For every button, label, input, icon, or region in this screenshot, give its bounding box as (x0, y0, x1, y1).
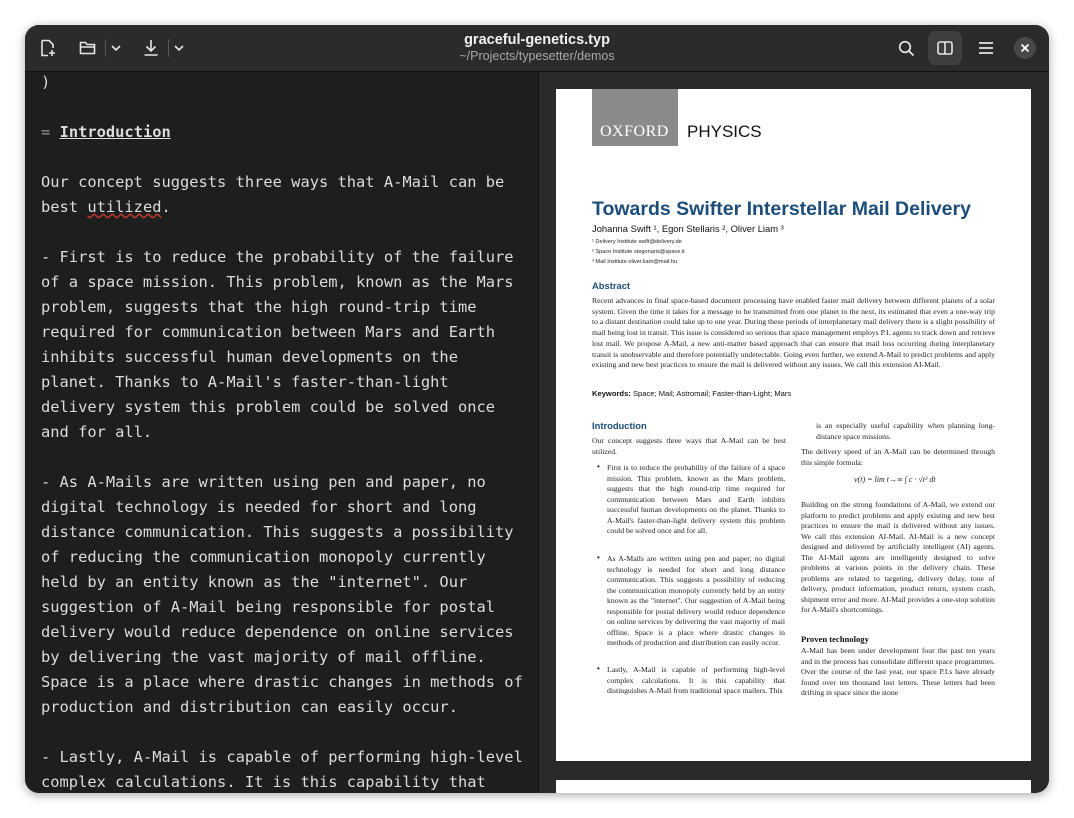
code-text[interactable] (41, 72, 523, 791)
code-span: . (161, 198, 171, 216)
menu-icon[interactable] (973, 34, 999, 62)
code-line: required for communication between Mars and Earth (41, 323, 496, 341)
code-line: suggestion of A-Mail being responsible for postal (41, 598, 496, 616)
code-line: production and distribution can easily occur. (41, 698, 458, 716)
header-bar (25, 25, 1049, 72)
code-line: complex calculations. It is this capability that (41, 773, 486, 791)
code-span: best (41, 198, 88, 216)
affiliation: ² Space Institute stegonaris@space.it (592, 249, 685, 255)
code-line: held by an entity known as the "internet". Our (41, 573, 468, 591)
paper-authors: Johanna Swift ¹, Egon Stellaris ², Oliver Liam ³ (592, 223, 784, 234)
logo-text: OXFORD (600, 123, 669, 140)
code-line: delivery would reduce dependence on online services (41, 623, 514, 641)
window-subtitle-path: ~/Projects/typesetter/demos (459, 49, 615, 63)
code-line: and for all. (41, 423, 153, 441)
abstract-text: Recent advances in final space-based document processing have enabled faster mail delivery between different planets of a solar system. Given the time it takes for a message to be transmitted from one planet to the next, its estimated that even a one-way trip to a distant destination could take up to one year. During these periods of interplanetary mail delivery there is a slight possibility of mail being lost in transit. This issue is considered so serious that space management employs P.I. agents to track down and retrieve lost mail. We propose A-Mail, a new anti-matter based approach that can ensure that mail loss occurring during interplanetary transit is unobservable and therefore potentially undetectable. Going even further, we extend A-Mail to predict problems and apply existing and new best practices to ensure the mail is delivered without any issues. We call this extension AI-Mail. (592, 296, 995, 370)
code-line: - As A-Mails are written using pen and paper, no (41, 473, 486, 491)
code-line: digital technology is needed for short and long (41, 498, 477, 516)
preview-page (556, 89, 1031, 761)
keywords-label: Keywords: (592, 389, 631, 398)
heading-marker: = (41, 123, 51, 141)
ai-mail-text: Building on the strong foundations of A-Mail, we extend our platform to predict problems and apply existing and new best practices to ensure the mail is delivered without any issues. We call this extension AI-Mail. AI-Mail is a new concept designed and delivered by artificially intelligent (AI) agents. The AI-Mail agents are intelligently designed to solve problems at various points in the delivery chain. These problems are related to targeting, delivery delay, tone of delivery, product information, product return, system crash, shipment error and more. AI-Mail provides a one-stop solution for A-Mail's shortcomings. (801, 500, 995, 614)
abstract-heading: Abstract (592, 280, 631, 291)
intro-heading: Introduction (592, 420, 647, 431)
bullet-item: As A-Mails are written using pen and paper, no digital technology is needed for short and long distance communication. This suggests a possibility of reducing the communication monopoly currently held by an entity known as the "internet". Our suggestion of A-Mail being responsible for postal delivery would reduce dependence on online services by delivering the vast majority of mail offline. Space is a place where drastic changes in methods of production and distribution can easily occur. (607, 554, 785, 647)
intro-text: Our concept suggests three ways that A-Mail can be best utilized. (592, 436, 786, 456)
code-line: problem, suggests that the high round-trip time (41, 298, 477, 316)
code-line: ) (41, 73, 51, 91)
source-editor[interactable] (25, 72, 538, 793)
code-line: of reducing the communication monopoly currently (41, 548, 486, 566)
code-line: - Lastly, A-Mail is capable of performing high-level (41, 748, 523, 766)
spellcheck-word: utilized (87, 198, 162, 216)
velocity-formula: v(t) = lim t→∞ ∫ c · √t² dt (854, 475, 936, 484)
heading-text: Introduction (59, 123, 171, 141)
code-line: Space is a place where drastic changes in methods of (41, 673, 523, 691)
proven-text: A-Mail has been under development four the past ten years and in the process has consolidate different space programmes. Over the course of the last year, our space P.I.s have already found over ten thousand lost letters. These letters had been drifting in space since the stone (801, 646, 995, 697)
journal-logo (592, 89, 678, 146)
pdf-preview[interactable] (539, 72, 1049, 793)
code-line: distance communication. This suggests a possibility (41, 523, 514, 541)
preview-page-2 (556, 780, 1031, 793)
affiliation: ³ Mail Institute oliver.liam@mail.hu (592, 259, 677, 265)
keywords (592, 389, 791, 398)
bullet-mark: • (597, 462, 600, 471)
app-window (25, 25, 1049, 793)
journal-name: PHYSICS (687, 122, 762, 141)
paper-title: Towards Swifter Interstellar Mail Delivery (592, 198, 971, 220)
bullet-item: Lastly, A-Mail is capable of performing high-level complex calculations. It is this capability that distinguishes A-Mail from traditional space mailers. This (607, 665, 785, 695)
code-line: planet. Thanks to A-Mail's faster-than-light (41, 373, 449, 391)
code-line (41, 195, 171, 220)
close-button[interactable] (1014, 37, 1036, 59)
split-view-icon (937, 41, 953, 55)
keywords-value: Space; Mail; Astromail; Faster-than-Light; Mars (632, 389, 792, 398)
split-view-toggle[interactable] (928, 31, 962, 65)
speed-text: The delivery speed of an A-Mail can be determined through this simple formula: (801, 447, 995, 467)
bullet-item: First is to reduce the probability of the failure of a space mission. This problem, known as the Mars problem, suggests that the high round-trip time required for communication between Mars and Earth inhibits successful human developments on the planet. Thanks to A-Mail's faster-than-light delivery system this problem could be solved once and for all. (607, 463, 785, 535)
bullet-mark: • (597, 553, 600, 562)
code-line: Our concept suggests three ways that A-Mail can be (41, 173, 505, 191)
window-title: graceful-genetics.typ (464, 32, 610, 48)
code-line: inhibits successful human developments on the (41, 348, 458, 366)
bullet-mark: • (597, 664, 600, 673)
code-line: - First is to reduce the probability of the failure (41, 248, 514, 266)
col2-continuation: is an especially useful capability when planning long-distance space missions. (816, 421, 995, 441)
search-icon[interactable] (893, 34, 919, 62)
close-icon (1020, 43, 1030, 53)
code-line: delivery system this problem could be solved once (41, 398, 496, 416)
code-line-heading (41, 120, 171, 145)
affiliation: ¹ Delivery Institute swift@delivery.de (592, 239, 682, 245)
code-line: of a space mission. This problem, known as the Mars (41, 273, 514, 291)
code-line: by delivering the vast majority of mail offline. (41, 648, 486, 666)
proven-heading: Proven technology (801, 634, 869, 644)
